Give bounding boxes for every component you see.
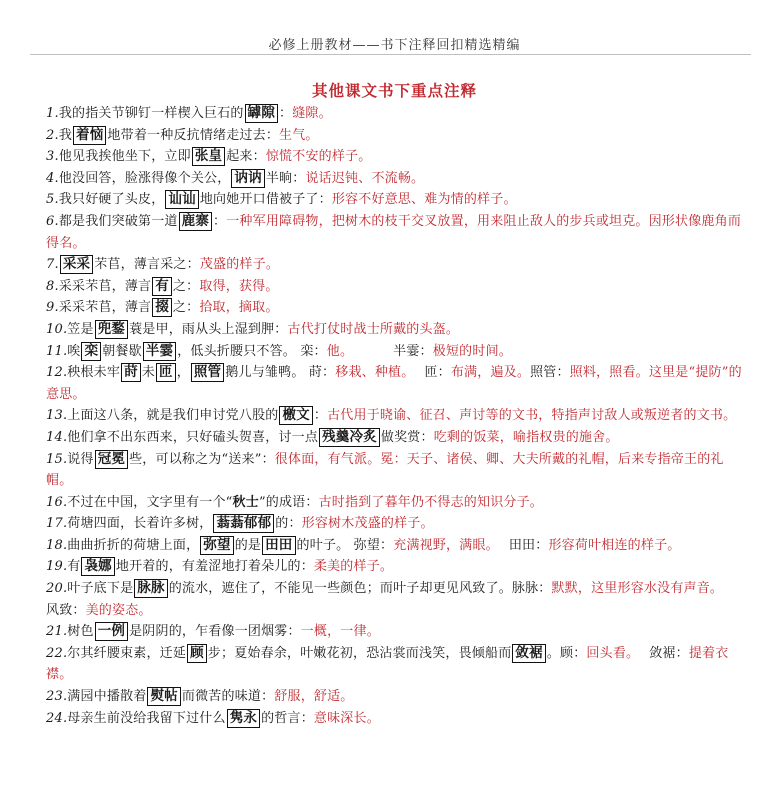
keyword-box: 着恼 bbox=[73, 126, 106, 145]
page-header: 必修上册教材——书下注释回扣精选精编 bbox=[268, 38, 521, 53]
keyword-box: 采采 bbox=[60, 255, 93, 274]
list-item: 16.不过在中国，文字里有一个“秋士”的成语：古时指到了暮年仍不得志的知识分子。 bbox=[46, 494, 543, 510]
keyword-box: 有 bbox=[152, 277, 172, 296]
list-item: 10.笠是 兜鍪 蓑是甲，雨从头上湿到胛：古代打仗时战士所戴的头盔。 bbox=[46, 320, 460, 337]
definition: 形容荷叶相连的样子。 bbox=[548, 537, 681, 553]
keyword-box: 弥望 bbox=[200, 536, 233, 555]
list-item: 9.采采芣苢，薄言 掇 之：拾取，摘取。 bbox=[46, 299, 279, 316]
definition: 取得，获得。 bbox=[199, 278, 279, 294]
keyword-box: 罅隙 bbox=[245, 104, 278, 123]
definition: 意味深长。 bbox=[313, 710, 380, 726]
keyword-box: 鹿寨 bbox=[179, 212, 212, 231]
definition: 生气。 bbox=[279, 127, 319, 143]
definition: 一概，一律。 bbox=[300, 624, 380, 640]
definition: 形容树木茂盛的样子。 bbox=[301, 516, 434, 532]
section-title: 其他课文书下重点注释 bbox=[311, 81, 477, 100]
keyword-box: 一例 bbox=[95, 622, 128, 641]
keyword-box: 脉脉 bbox=[134, 579, 167, 598]
keyword-box: 匝 bbox=[156, 363, 176, 382]
list-item: 21.树色 一例 是阴阴的，乍看像一团烟雾：一概，一律。 bbox=[46, 623, 380, 640]
keyword-box: 熨帖 bbox=[147, 687, 180, 706]
definition: 缝隙。 bbox=[292, 106, 332, 121]
keyword-box: 照管 bbox=[191, 363, 224, 382]
list-item: 17.荷塘四面，长着许多树， 蓊蓊郁郁 的：形容树木茂盛的样子。 bbox=[46, 515, 434, 532]
list-item: 18.曲曲折折的荷塘上面， 弥望 的是 田田 的叶子。 弥望：充满视野，满眼。 田田：形容荷叶相连的样子。 bbox=[46, 536, 681, 553]
keyword-box: 冠冕 bbox=[95, 450, 128, 469]
list-item: 7. 采采 芣苢，薄言采之：茂盛的样子。 bbox=[46, 256, 280, 273]
definition: 形容不好意思、难为情的样子。 bbox=[331, 192, 517, 208]
list-item: 8.采采芣苢，薄言 有 之：取得，获得。 bbox=[46, 277, 279, 294]
list-item: 4.他没回答，脸涨得像个关公， 讷讷 半晌：说话迟钝、不流畅。 bbox=[46, 169, 425, 186]
definition: 布满，遍及。 bbox=[450, 365, 531, 381]
list-item: 23.满园中播散着 熨帖 而微苦的味道：舒服，舒适。 bbox=[46, 688, 354, 705]
definition: 充满视野，满眼。 bbox=[393, 537, 499, 553]
keyword-box: 袅娜 bbox=[81, 557, 114, 576]
definition: 美的姿态。 bbox=[85, 602, 152, 618]
definition: 默默，这里形容水没有声音。 bbox=[551, 581, 724, 597]
definition: 舒服，舒适。 bbox=[274, 689, 354, 705]
definition: 很体面，有气派。冕：天子、诸侯、卿、大夫所戴的礼帽，后来专指帝王的礼帽。 bbox=[46, 451, 724, 489]
definition: 移栽、种植。 bbox=[335, 365, 415, 381]
keyword-box: 田田 bbox=[262, 536, 295, 555]
keyword-box: 蓊蓊郁郁 bbox=[213, 514, 274, 533]
definition: 茂盛的样子。 bbox=[199, 257, 280, 273]
keyword-box: 栾 bbox=[81, 342, 101, 361]
list-item: 14.他们拿不出东西来，只好磕头贺喜，讨一点 残羹冷炙 做奖赏：吃剩的饭菜，喻指权贵的施舍。 bbox=[46, 428, 619, 445]
definition: 极短的时间。 bbox=[432, 343, 512, 359]
definition: 提着衣襟。 bbox=[46, 645, 729, 683]
header-rule bbox=[30, 54, 751, 55]
keyword-box: 莳 bbox=[121, 363, 141, 382]
list-item: 6.都是我们突破第一道 鹿寨 ：一种军用障碍物，把树木的枝干交叉放置，用来阻止敌人的步兵或坦克。因形状像鹿角而得名。 bbox=[46, 212, 742, 251]
keyword-box: 半霎 bbox=[143, 342, 176, 361]
keyword-box: 敛裾 bbox=[512, 644, 545, 663]
definition: 惊慌不安的样子。 bbox=[265, 149, 372, 165]
keyword-box: 掇 bbox=[152, 298, 172, 317]
list-item: 12.秧根未牢 莳 未 匝 ， 照管 鹅儿与雏鸭。 莳：移栽、种植。 匝：布满，遍及。照管：照料，照看。这里是“提防”的意思。 bbox=[46, 364, 742, 402]
definition: 回头看。 bbox=[586, 645, 640, 661]
keyword-box: 张皇 bbox=[192, 147, 225, 166]
keyword-box: 讷讷 bbox=[231, 169, 264, 188]
definition: 说话迟钝、不流畅。 bbox=[305, 170, 425, 186]
keyword-bold: 秋士 bbox=[232, 494, 259, 510]
keyword-box: 兜鍪 bbox=[95, 320, 128, 339]
definition: 柔美的样子。 bbox=[313, 559, 394, 575]
list-item: 2.我 着恼 地带着一种反抗情绪走过去：生气。 bbox=[46, 126, 319, 143]
list-item: 24.母亲生前没给我留下过什么 隽永 的哲言：意味深长。 bbox=[46, 709, 380, 726]
definition: 他。 bbox=[326, 343, 354, 359]
keyword-box: 檄文 bbox=[279, 406, 312, 425]
list-item: 15.说得 冠冕 些，可以称之为“送来”：很体面，有气派。冕：天子、诸侯、卿、大夫所戴的礼帽，后来专指帝王的礼帽。 bbox=[46, 450, 724, 489]
list-item: 5.我只好硬了头皮， 讪讪 地向她开口借被子了：形容不好意思、难为情的样子。 bbox=[46, 191, 517, 208]
definition: 古代用于晓谕、征召、声讨等的文书，特指声讨敌人或叛逆者的文书。 bbox=[327, 408, 737, 424]
list-item: 22.尔其纤腰束素，迁延 顾 步；夏始春余，叶嫩花初，恐沾裳而浅笑，畏倾船而 敛裾 。顾：回头看。 敛裾：提着衣襟。 bbox=[46, 644, 729, 683]
list-item: 19.有 袅娜 地开着的，有羞涩地打着朵儿的：柔美的样子。 bbox=[46, 558, 394, 575]
definition: 吃剩的饭菜，喻指权贵的施舍。 bbox=[433, 429, 619, 445]
definition: 一种军用障碍物，把树木的枝干交叉放置，用来阻止敌人的步兵或坦克。因形状像鹿角而得名。 bbox=[46, 213, 742, 251]
definition: 古时指到了暮年仍不得志的知识分子。 bbox=[318, 494, 543, 510]
keyword-box: 残羹冷炙 bbox=[319, 428, 380, 447]
list-item: 13.上面这八条，就是我们申讨党八股的 檄文 ：古代用于晓谕、征召、声讨等的文书，特指声讨敌人或叛逆者的文书。 bbox=[46, 407, 737, 424]
keyword-box: 讪讪 bbox=[165, 190, 198, 209]
keyword-box: 隽永 bbox=[227, 709, 260, 728]
definition: 古代打仗时战士所戴的头盔。 bbox=[287, 321, 460, 337]
annotation-list bbox=[46, 103, 743, 729]
definition: 拾取，摘取。 bbox=[199, 300, 279, 316]
list-item: 3.他见我挨他坐下，立即 张皇 起来：惊慌不安的样子。 bbox=[46, 148, 372, 165]
list-item: 1.我的指关节铆钉一样楔入巨石的 罅隙 ：缝隙。 bbox=[46, 105, 332, 121]
list-item: 11.唉 栾 朝餐歇 半霎 ，低头折腰只不答。 栾：他。 半霎：极短的时间。 bbox=[46, 342, 512, 359]
definition: 照料，照看。这里是“提防”的意思。 bbox=[46, 365, 742, 402]
list-item: 20.叶子底下是 脉脉 的流水，遮住了，不能见一些颜色；而叶子却更见风致了。脉脉：默默，这里形容水没有声音。风致：美的姿态。 bbox=[46, 580, 724, 618]
keyword-box: 顾 bbox=[187, 644, 207, 663]
